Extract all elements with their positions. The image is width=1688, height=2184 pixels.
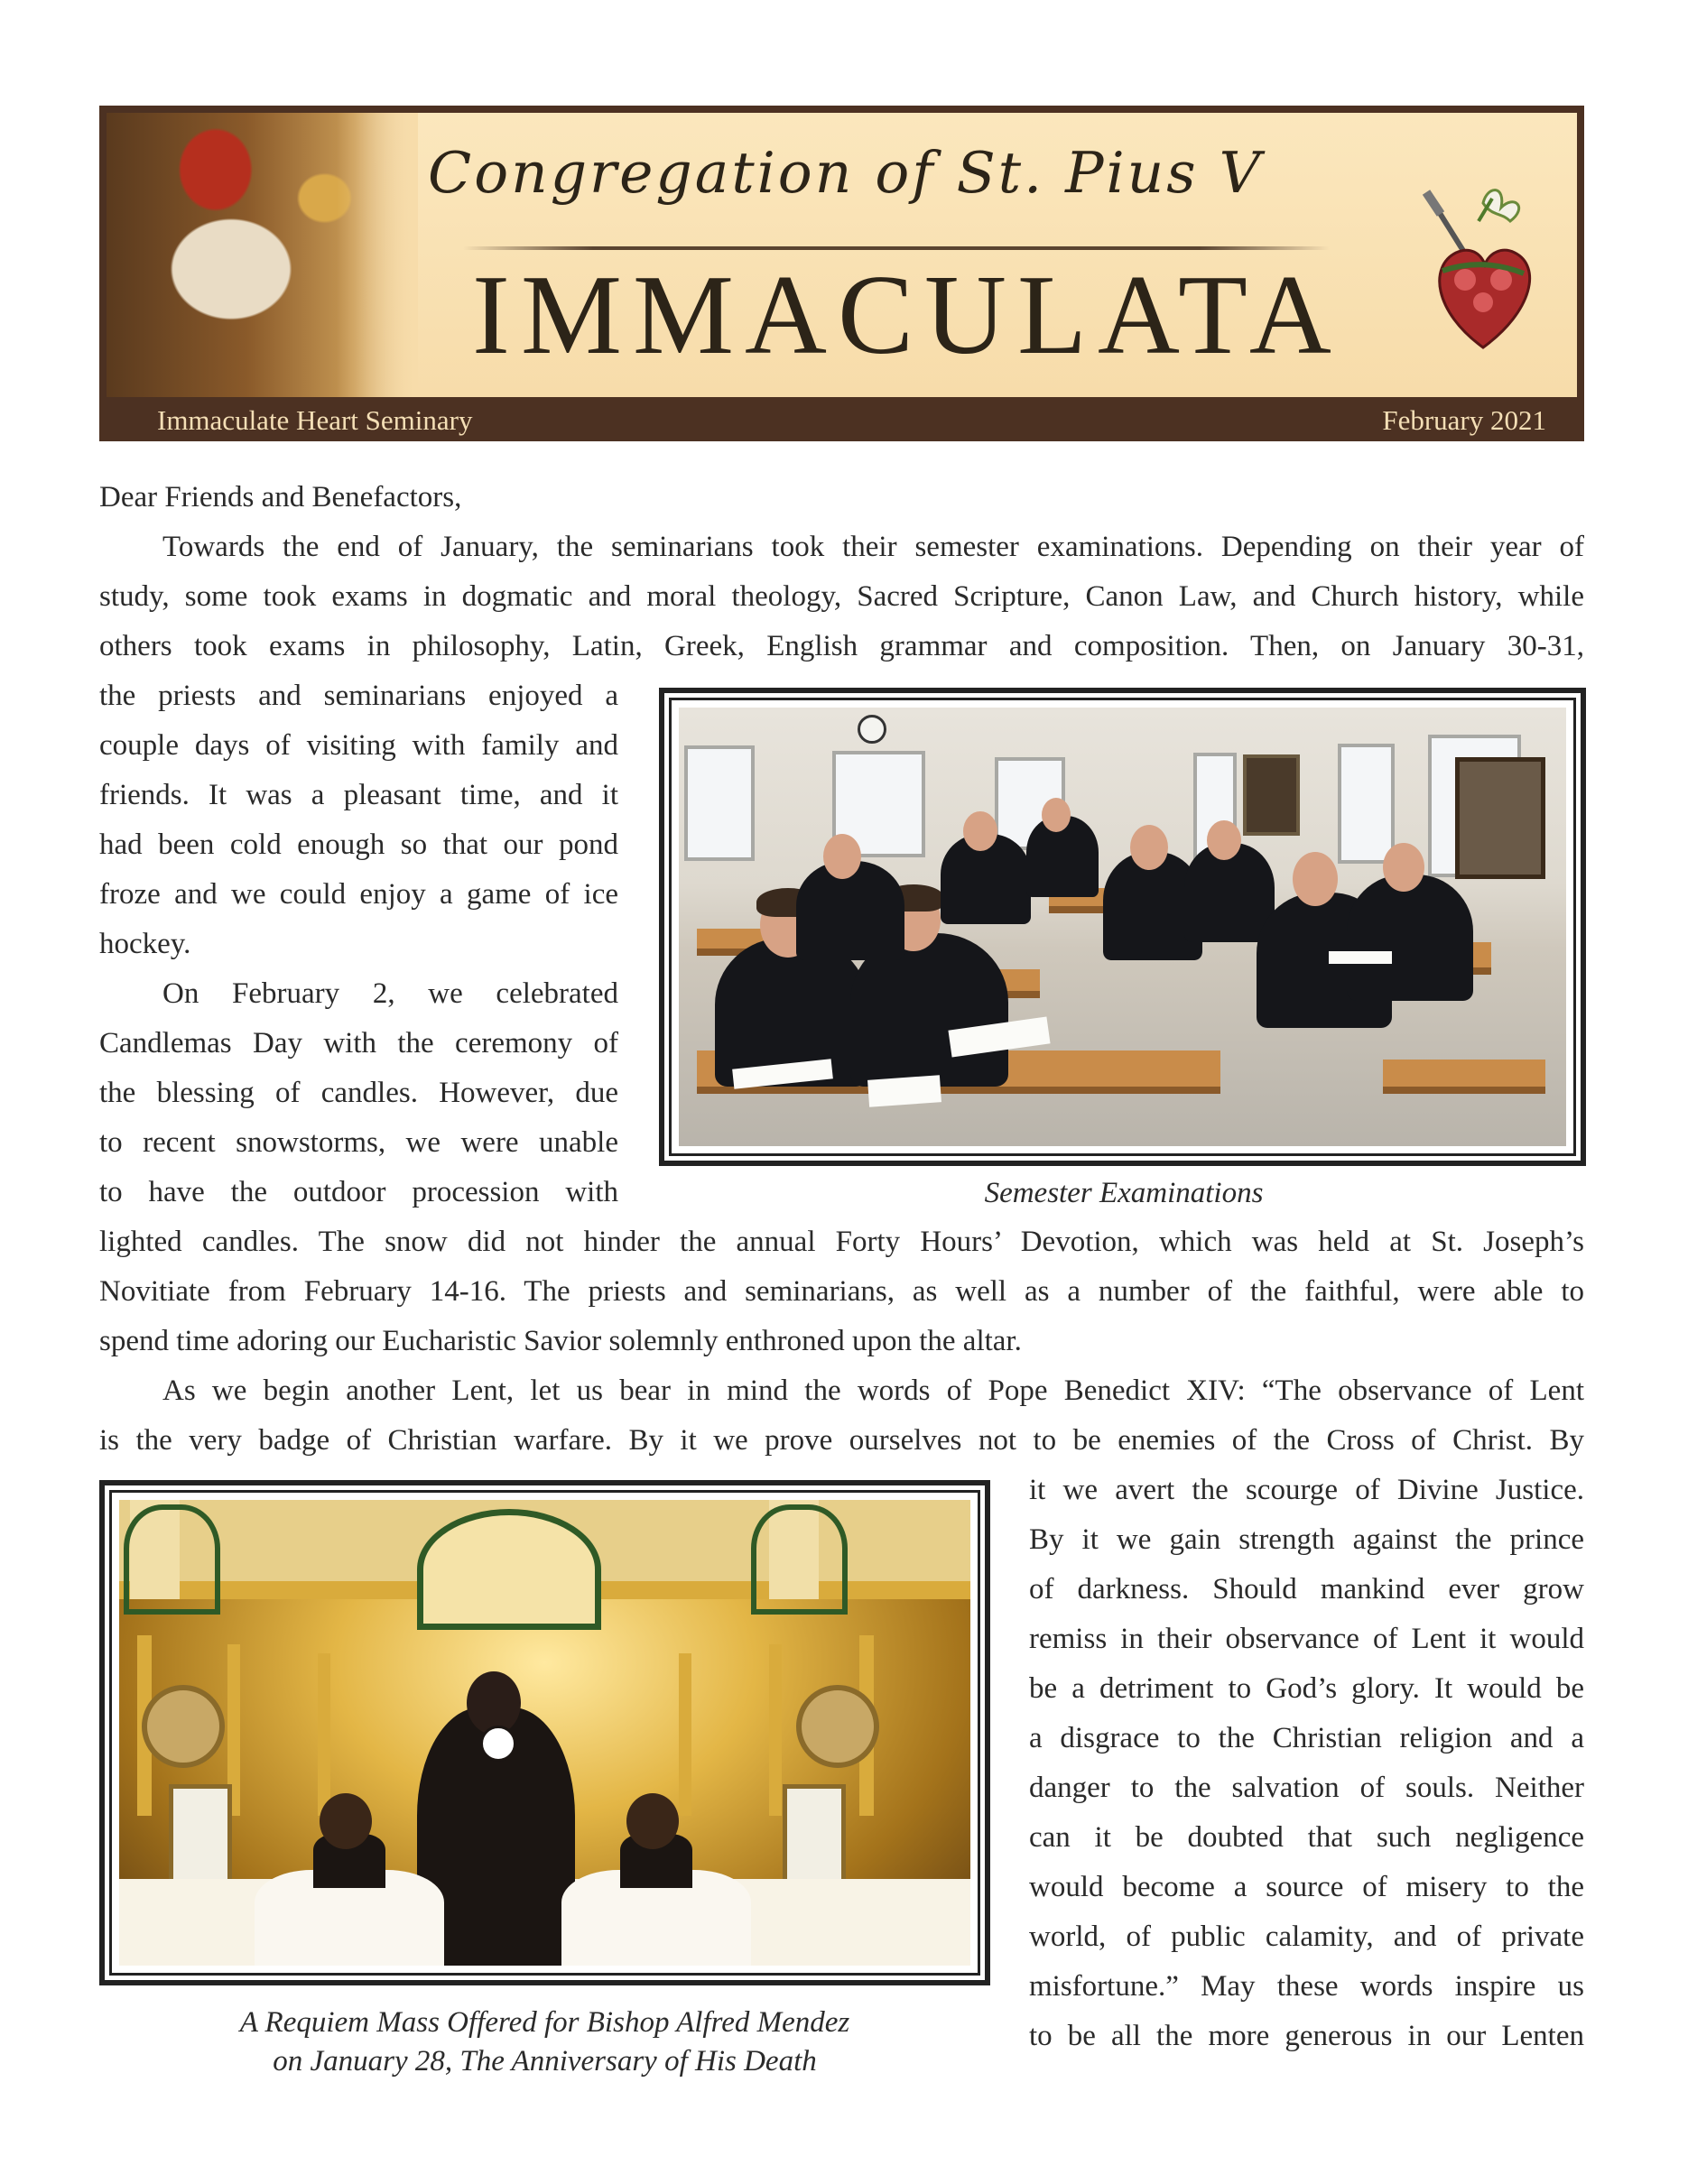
letter-line: others took exams in philosophy, Latin, Greek, English grammar and composition. Then, on January 30-31, — [99, 630, 1584, 662]
letter-line: froze and we could enjoy a game of ice — [99, 878, 618, 911]
letter-line: By it we gain strength against the prince — [1029, 1523, 1584, 1556]
mass-photo-caption-line-1: A Requiem Mass Offered for Bishop Alfred Mendez — [239, 2006, 850, 2039]
letter-line: remiss in their observance of Lent it would — [1029, 1623, 1584, 1655]
letter-line: a disgrace to the Christian religion and a — [1029, 1722, 1584, 1754]
letter-line: Candlemas Day with the ceremony of — [99, 1027, 618, 1060]
letter-line: be a detriment to God’s glory. It would be — [1029, 1672, 1584, 1705]
letter-line: danger to the salvation of souls. Neither — [1029, 1772, 1584, 1804]
letter-salutation: Dear Friends and Benefactors, — [99, 481, 462, 514]
semester-examinations-photo — [679, 708, 1566, 1146]
letter-line: world, of public calamity, and of private — [1029, 1920, 1584, 1953]
requiem-mass-photo — [119, 1500, 970, 1966]
mass-photo-caption-line-2: on January 28, The Anniversary of His Death — [273, 2045, 817, 2078]
letter-line: to recent snowstorms, we were unable — [99, 1126, 618, 1159]
letter-line: On February 2, we celebrated — [162, 977, 618, 1010]
letter-line: couple days of visiting with family and — [99, 729, 618, 762]
letter-line: to be all the more generous in our Lenten — [1029, 2020, 1584, 2052]
seminary-name: Immaculate Heart Seminary — [157, 404, 473, 436]
letter-line: Towards the end of January, the seminarians took their semester examinations. Depending on their year of — [162, 531, 1584, 563]
masthead-footer — [99, 397, 1584, 441]
masthead — [99, 106, 1584, 441]
letter-line: can it be doubted that such negligence — [1029, 1821, 1584, 1854]
congregation-name: Congregation of St. Pius V — [428, 140, 1264, 206]
letter-line: lighted candles. The snow did not hinder the annual Forty Hours’ Devotion, which was held at St. Joseph’s — [99, 1226, 1584, 1258]
letter-line: spend time adoring our Eucharistic Savior solemnly enthroned upon the altar. — [99, 1325, 1022, 1357]
letter-line: of darkness. Should mankind ever grow — [1029, 1573, 1584, 1606]
masthead-divider — [463, 246, 1330, 250]
letter-line: Novitiate from February 14-16. The priests and seminarians, as well as a number of the faithful, were able to — [99, 1275, 1584, 1308]
issue-date: February 2021 — [1382, 404, 1546, 436]
letter-line: misfortune.” May these words inspire us — [1029, 1970, 1584, 2003]
exam-photo-frame — [659, 688, 1586, 1166]
pope-pius-v-portrait — [107, 113, 418, 397]
letter-line: As we begin another Lent, let us bear in mind the words of Pope Benedict XIV: “The observance of Lent — [162, 1374, 1584, 1407]
letter-line: study, some took exams in dogmatic and moral theology, Sacred Scripture, Canon Law, and Church history, while — [99, 580, 1584, 613]
letter-line: would become a source of misery to the — [1029, 1871, 1584, 1903]
letter-line: the blessing of candles. However, due — [99, 1077, 618, 1109]
letter-line: hockey. — [99, 928, 191, 960]
letter-line: to have the outdoor procession with — [99, 1176, 618, 1208]
exam-photo-caption: Semester Examinations — [984, 1177, 1264, 1209]
letter-line: had been cold enough so that our pond — [99, 828, 618, 861]
letter-line: is the very badge of Christian warfare. By it we prove ourselves not to be enemies of the Cross of Christ. By — [99, 1424, 1584, 1457]
masthead-banner — [107, 113, 1577, 397]
letter-line: it we avert the scourge of Divine Justice. — [1029, 1474, 1584, 1506]
mass-photo-frame — [99, 1480, 990, 1985]
immaculate-heart-icon — [1415, 167, 1551, 366]
newsletter-title: IMMACULATA — [472, 253, 1342, 378]
letter-line: friends. It was a pleasant time, and it — [99, 779, 618, 811]
letter-line: the priests and seminarians enjoyed a — [99, 680, 618, 712]
